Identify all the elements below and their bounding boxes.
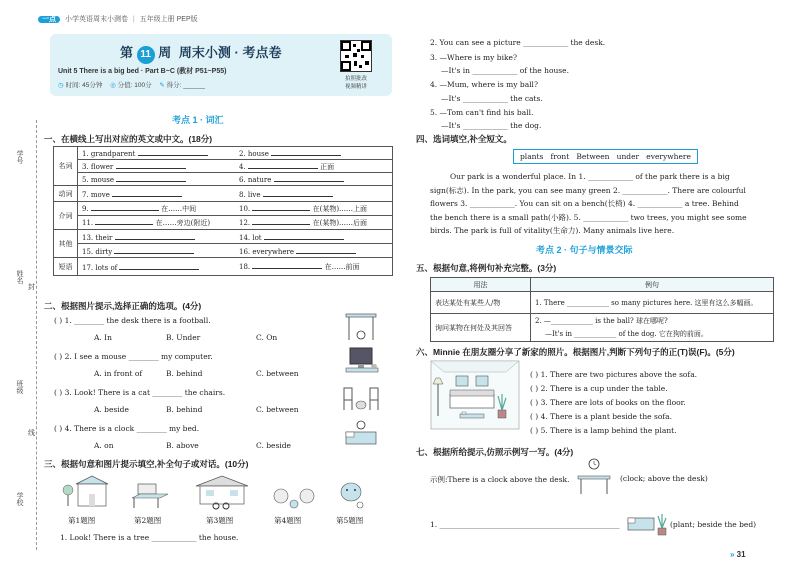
- table-cell: 表达某处有某些人/物: [431, 292, 531, 314]
- option[interactable]: C. On: [256, 333, 278, 342]
- option[interactable]: A. beside: [94, 405, 129, 414]
- passage-line: birds. The park is full of vitality(生命力). Many animals live here.: [430, 226, 675, 235]
- computer-mouse-picture: [344, 346, 380, 376]
- grade-label: 五年级上册 PEP版: [139, 16, 198, 23]
- table-header: 例句: [531, 278, 774, 292]
- vocab-cell: 16. everywhere: [235, 244, 393, 258]
- table-cell: 2. —____________ is the ball? 球在哪呢?: [531, 314, 774, 328]
- qr-code[interactable]: [340, 40, 372, 72]
- q3-item: 2. You can see a picture ____________ the desk.: [430, 38, 606, 47]
- living-room-picture: [430, 360, 520, 430]
- vocab-cell: 2. house: [235, 147, 393, 160]
- q3-pic-label: 第2题图: [134, 516, 162, 525]
- option[interactable]: B. above: [166, 441, 199, 450]
- q7-title: 七、根据所给提示,仿照示例写一写。(4分): [416, 447, 574, 457]
- table-cell: —It's in ____________ of the dog. 它在狗的前面。: [531, 328, 774, 342]
- q2-item: ( ) 1. ________ the desk there is a football. A. In B. Under C. On: [54, 316, 278, 342]
- vocab-cell: 17. lots of: [78, 258, 236, 276]
- word-bank: plants front Between under everywhere: [513, 149, 698, 164]
- q3-pic-label: 第3题图: [206, 516, 234, 525]
- house-tree-picture: [62, 474, 112, 510]
- q4-title: 四、选词填空,补全短文。: [416, 134, 512, 144]
- vocab-cell: 14. lot: [235, 230, 393, 244]
- tf-item: ( ) 5. There is a lamp behind the plant.: [530, 426, 677, 435]
- pen-icon: ✎: [159, 82, 165, 89]
- chevrons-icon: »: [730, 550, 737, 559]
- passage-line: flowers 3. ____________. You can sit on a bench(长椅) 4. ____________ a tree. Behind: [430, 199, 739, 208]
- vocab-cat-noun: 名词: [54, 147, 78, 186]
- quiz-title: 周末小测 · 考点卷: [178, 45, 282, 60]
- option[interactable]: C. beside: [256, 441, 291, 450]
- vocab-cell: 15. dirty: [78, 244, 236, 258]
- page-header: 一点 小学英语周末小测卷 | 五年级上册 PEP版: [38, 14, 388, 26]
- vocab-cell: 7. move: [78, 186, 236, 202]
- vocab-cell: 18. 在……前面: [235, 258, 393, 276]
- time-limit: 时间: 45分钟: [65, 82, 103, 89]
- desk-football-picture: [344, 306, 378, 342]
- score-got: 得分: ______: [166, 82, 205, 89]
- q3-item: 4. —Mum, where is my ball?: [430, 80, 538, 89]
- vocab-cell: 1. grandparent: [78, 147, 236, 160]
- vocab-cell: 3. flower: [78, 160, 236, 173]
- option[interactable]: B. behind: [166, 405, 203, 414]
- tf-item: ( ) 4. There is a plant beside the sofa.: [530, 412, 672, 421]
- table-cell: 1. There ____________ so many pictures here. 这里有这么多幅画。: [531, 292, 774, 314]
- title-box: [50, 34, 392, 96]
- vocab-cat-verb: 动词: [54, 186, 78, 202]
- q7-item: 1. ________________________________________________: [430, 520, 620, 529]
- kp1-heading: 考点 1 · 词汇: [172, 115, 224, 125]
- option[interactable]: B. behind: [166, 369, 203, 378]
- kp2-heading: 考点 2 · 句子与情景交际: [536, 245, 633, 255]
- q3-pic-label: 第5题图: [336, 516, 364, 525]
- vocab-cell: 8. live: [235, 186, 393, 202]
- week-suffix: 周: [158, 45, 172, 60]
- option[interactable]: A. on: [94, 441, 114, 450]
- desk-picture: [130, 480, 170, 510]
- q6-title: 六、Minnie 在朋友圈分享了新家的照片。根据图片,判断下列句子的正(T)误(F)。(5分): [416, 347, 735, 357]
- side-label-line: 线: [28, 430, 35, 437]
- q2-item: ( ) 4. There is a clock ________ my bed. A. on B. above C. beside: [54, 424, 291, 450]
- vocab-cell: 5. mouse: [78, 173, 236, 186]
- option[interactable]: C. between: [256, 369, 299, 378]
- score-icon: ◎: [110, 82, 116, 89]
- option[interactable]: C. between: [256, 405, 299, 414]
- side-label-seal: 封: [28, 284, 35, 291]
- side-label-id: 学号: [16, 150, 23, 164]
- week-prefix: 第: [120, 45, 134, 60]
- q3-item: —It's ____________ the dog.: [441, 121, 542, 130]
- option[interactable]: B. Under: [166, 333, 201, 342]
- passage-line: sign(标志). In the park, you can see many green 2. ____________. There are colourful: [430, 185, 746, 195]
- vocab-cat-other: 其他: [54, 230, 78, 258]
- q3-item: 1. Look! There is a tree ____________ the house.: [60, 533, 239, 542]
- vocab-cell: 4. 正面: [235, 160, 393, 173]
- cats-ball-picture: [272, 482, 316, 510]
- table-header: 用法: [431, 278, 531, 292]
- vocab-cell: 10. 在(某物)……上面: [235, 202, 393, 216]
- vocab-cell: 12. 在(某物)……后面: [235, 216, 393, 230]
- vocab-cell: 13. their: [78, 230, 236, 244]
- usage-table: [430, 277, 774, 342]
- q2-item: ( ) 3. Look! There is a cat ________ the chairs. A. beside B. behind C. between: [54, 388, 299, 414]
- q3-item: —It's ____________ the cats.: [441, 94, 543, 103]
- side-label-class: 班级: [16, 380, 23, 394]
- vocab-cell: 11. 在……旁边(附近): [78, 216, 236, 230]
- total-score: 分值: 100分: [117, 82, 152, 89]
- clock-icon: ◷: [58, 82, 64, 89]
- clock-desk-picture: [574, 456, 614, 496]
- vocab-cat-prep: 介词: [54, 202, 78, 230]
- q4-passage: [430, 170, 770, 238]
- page-number: » 31: [730, 550, 746, 559]
- cat-chairs-picture: [342, 384, 380, 412]
- series-badge: 一点: [38, 16, 60, 23]
- q3-item: —It's in ____________ of the house.: [441, 66, 569, 75]
- q3-title: 三、根据句意和图片提示填空,补全句子或对话。(10分): [44, 459, 249, 469]
- option[interactable]: A. in front of: [94, 369, 143, 378]
- unit-line: Unit 5 There is a big bed · Part B~C (教材 P51~P55): [58, 68, 227, 75]
- series-name: 小学英语周末小测卷: [64, 16, 128, 23]
- q3-item: 3. —Where is my bike?: [430, 53, 517, 62]
- vocab-cat-phrase: 短语: [54, 258, 78, 276]
- passage-line: Our park is a wonderful place. In 1. ____________ of the park there is a big: [450, 172, 730, 181]
- passage-line: the bench there is a small path(小路). 5. ____________ two trees, you might see some: [430, 212, 747, 222]
- tf-item: ( ) 2. There is a cup under the table.: [530, 384, 668, 393]
- side-label-school: 学校: [16, 492, 23, 506]
- tf-item: ( ) 3. There are lots of books on the floor.: [530, 398, 686, 407]
- option[interactable]: A. In: [94, 333, 112, 342]
- q7-item-hint: (plant; beside the bed): [670, 520, 757, 529]
- q7-example: 示例:There is a clock above the desk.: [430, 475, 570, 484]
- bed-plant-picture: [624, 506, 668, 538]
- vocab-cell: 6. nature: [235, 173, 393, 186]
- q2-title: 二、根据图片提示,选择正确的选项。(4分): [44, 301, 202, 311]
- q7-example-hint: (clock; above the desk): [620, 474, 708, 483]
- q3-pic-label: 第1题图: [68, 516, 96, 525]
- q1-title: 一、在横线上写出对应的英文或中文。(18分): [44, 134, 213, 144]
- q3-pic-label: 第4题图: [274, 516, 302, 525]
- vocab-cell: 9. 在……中间: [78, 202, 236, 216]
- binding-line: [36, 120, 37, 550]
- tf-item: ( ) 1. There are two pictures above the sofa.: [530, 370, 698, 379]
- q2-item: ( ) 2. I see a mouse ________ my computer. A. in front of B. behind C. between: [54, 352, 299, 378]
- table-cell: 询问某物在何处及其回答: [431, 314, 531, 342]
- q3-item: 5. —Tom can't find his ball.: [430, 108, 534, 117]
- side-label-name: 姓名: [16, 270, 23, 284]
- house-bike-picture: [192, 474, 252, 510]
- q5-title: 五、根据句意,将例句补充完整。(3分): [416, 263, 557, 273]
- week-number-badge: 11: [137, 46, 155, 64]
- qr-caption: 拍照批改 视频精讲: [344, 76, 367, 90]
- vocab-table: [53, 146, 393, 276]
- dog-ball-picture: [334, 478, 368, 510]
- bed-clock-picture: [342, 420, 380, 450]
